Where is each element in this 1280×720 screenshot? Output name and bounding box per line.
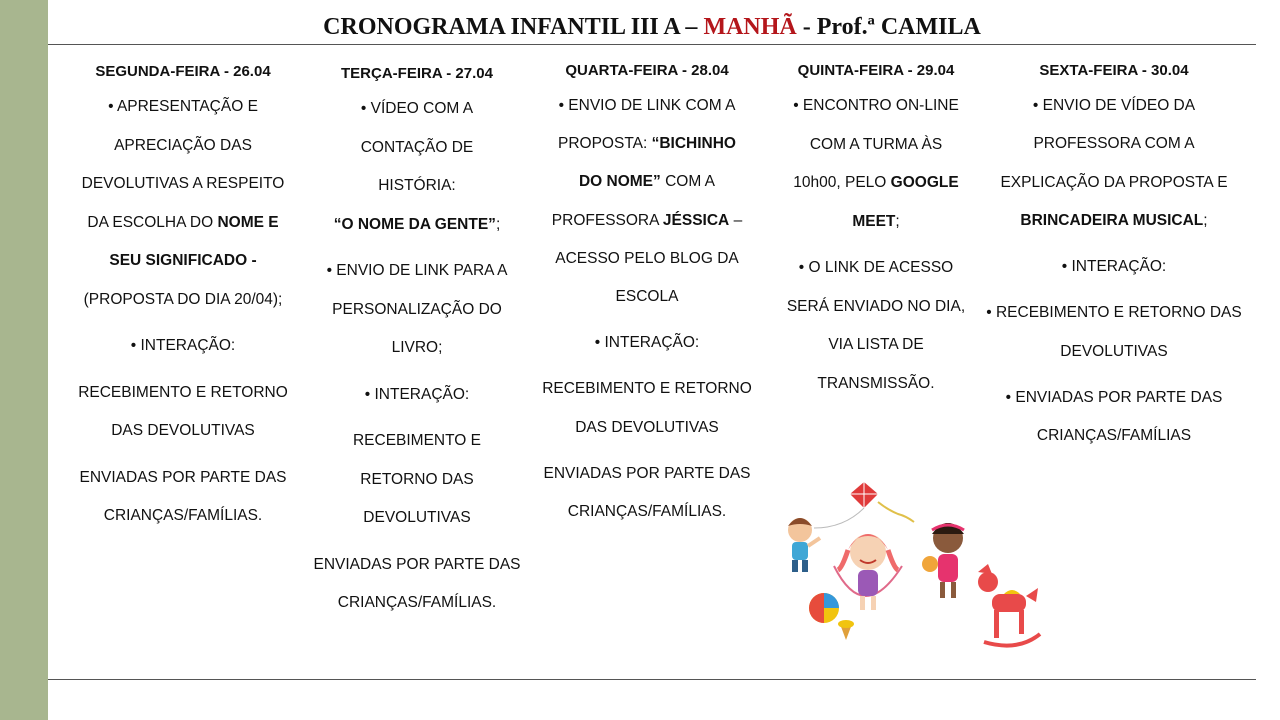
list-item: • ENVIADAS POR PARTE DAS CRIANÇAS/FAMÍLIAS	[1005, 389, 1223, 445]
list-item: • INTERAÇÃO:	[594, 334, 700, 352]
column-heading: SEXTA-FEIRA - 30.04	[1039, 62, 1189, 79]
column-wednesday	[534, 57, 760, 539]
column-heading: QUINTA-FEIRA - 29.04	[797, 62, 955, 79]
list-item: • INTERAÇÃO:	[364, 385, 470, 403]
title-period: MANHÃ	[703, 14, 797, 40]
top-divider	[48, 44, 1256, 45]
column-tuesday	[306, 60, 528, 631]
list-item: • APRESENTAÇÃO E APRECIAÇÃO DAS DEVOLUTIVAS A RESPEITO DA ESCOLHA DO NOME E SEU SIGNIFICADO - (PROPOSTA DO DIA 20/04);	[81, 98, 285, 308]
list-item: • INTERAÇÃO:	[130, 337, 236, 354]
column-heading: SEGUNDA-FEIRA - 26.04	[95, 63, 271, 80]
kite-icon	[814, 482, 914, 528]
page-title: CRONOGRAMA INFANTIL III A – MANHÃ - Prof.ª CAMILA	[323, 14, 981, 40]
side-accent-bar	[0, 0, 48, 720]
girl-with-teddy-figure	[922, 523, 964, 598]
column-friday	[980, 57, 1248, 464]
text-block: ENVIADAS POR PARTE DAS CRIANÇAS/FAMÍLIAS.	[313, 555, 521, 611]
list-item: • RECEBIMENTO E RETORNO DAS DEVOLUTIVAS	[986, 304, 1242, 360]
text-block: RECEBIMENTO E RETORNO DAS DEVOLUTIVAS	[542, 380, 752, 436]
boy-figure	[788, 518, 820, 572]
ball-icon	[809, 593, 839, 623]
list-item: • ENVIO DE LINK PARA A PERSONALIZAÇÃO DO LIVRO;	[326, 262, 508, 356]
text-block: RECEBIMENTO E RETORNO DAS DEVOLUTIVAS	[78, 383, 288, 439]
list-item: • O LINK DE ACESSO SERÁ ENVIADO NO DIA, VIA LISTA DE TRANSMISSÃO.	[786, 259, 966, 392]
column-heading: QUARTA-FEIRA - 28.04	[565, 62, 729, 79]
list-item: • ENVIO DE LINK COM A PROPOSTA: “BICHINHO DO NOME” COM A PROFESSORA JÉSSICA – ACESSO PELO BLOG DA ESCOLA	[551, 97, 743, 306]
list-item: • ENVIO DE VÍDEO DA PROFESSORA COM A EXPLICAÇÃO DA PROPOSTA E BRINCADEIRA MUSICAL;	[1000, 97, 1228, 229]
children-playing-illustration	[778, 476, 1048, 650]
column-thursday	[772, 57, 980, 411]
text-block: ENVIADAS POR PARTE DAS CRIANÇAS/FAMÍLIAS.	[543, 464, 751, 521]
text-block: ENVIADAS POR PARTE DAS CRIANÇAS/FAMÍLIAS.	[79, 468, 287, 524]
rocking-horse-icon	[978, 564, 1040, 646]
list-item: • INTERAÇÃO:	[1061, 258, 1167, 276]
spinning-top-icon	[838, 620, 854, 640]
list-item: • ENCONTRO ON-LINE COM A TURMA ÀS 10h00, PELO GOOGLE MEET;	[793, 97, 959, 230]
column-heading: TERÇA-FEIRA - 27.04	[341, 65, 493, 82]
column-monday	[60, 58, 306, 544]
list-item: • VÍDEO COM A CONTAÇÃO DE HISTÓRIA: “O NOME DA GENTE”;	[333, 100, 501, 233]
girl-jump-rope-figure	[834, 534, 902, 610]
text-block: RECEBIMENTO E RETORNO DAS DEVOLUTIVAS	[352, 432, 482, 526]
bottom-divider	[48, 679, 1256, 680]
